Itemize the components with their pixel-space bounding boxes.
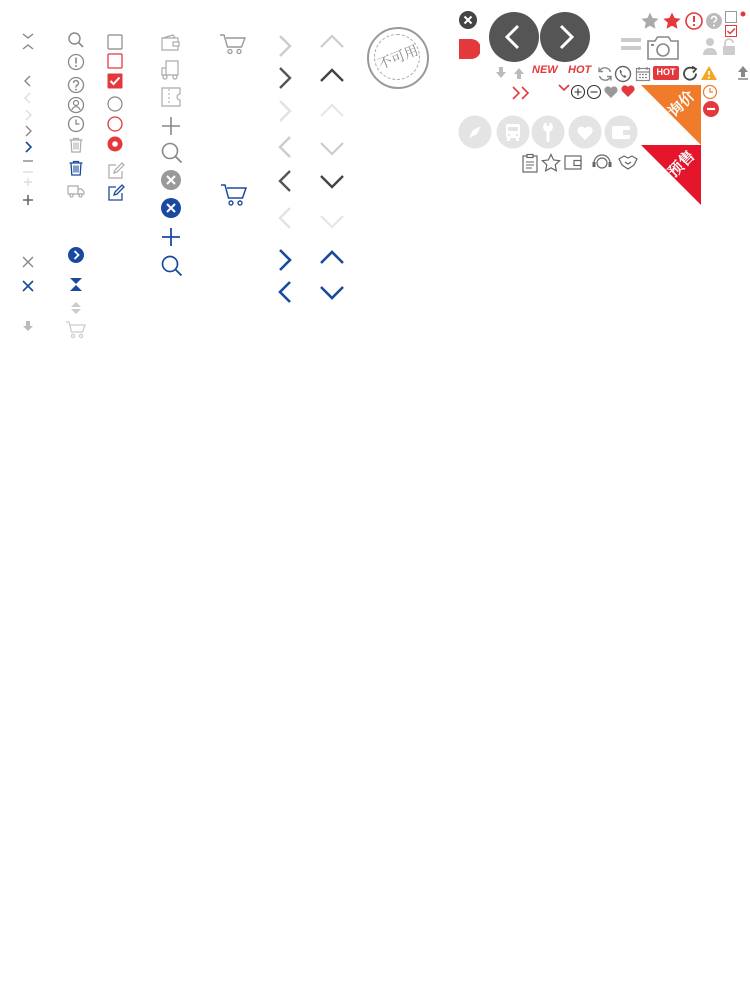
chevron-down-lg-faint-icon — [317, 209, 347, 233]
chevron-right-circle-icon — [67, 246, 85, 264]
arrow-down-solid-icon — [20, 318, 36, 334]
chevron-down-lg-light-icon — [317, 136, 347, 160]
chevron-right-lg-light-icon — [272, 97, 298, 125]
lock-gray-icon — [721, 38, 737, 56]
chevron-down-lg-dark-icon — [317, 169, 347, 193]
chevron-down-icon — [20, 30, 36, 52]
cart-light-icon — [65, 320, 87, 340]
red-dot-icon — [739, 10, 747, 18]
truck-icon — [66, 183, 86, 199]
chevron-right-blue-icon — [20, 139, 36, 155]
chevron-left-lg-dark-icon — [272, 167, 298, 195]
refresh-icon — [596, 65, 614, 83]
wallet-circle-icon — [604, 115, 638, 149]
upload-icon — [736, 65, 750, 81]
chevron-left-lg-gray-icon — [272, 133, 298, 161]
chevron-down-lg-blue-icon — [317, 280, 347, 304]
wallet-outline-icon — [563, 153, 583, 173]
close-blue-icon — [20, 278, 36, 294]
chevron-down-red-icon — [557, 82, 571, 94]
sort-icon — [67, 299, 85, 317]
checkbox-small-icon — [724, 10, 738, 24]
inquiry-ribbon-text: 询价 — [664, 86, 699, 121]
wallet-icon — [160, 33, 182, 53]
chevron-left-lg-light-icon — [272, 204, 298, 232]
search-large-icon — [160, 141, 184, 165]
plus-circle-icon — [570, 84, 586, 100]
plus-thin-icon — [160, 115, 182, 137]
close-circle-dark-icon — [458, 10, 478, 30]
chevron-right-light-icon — [20, 107, 36, 123]
unavailable-stamp — [367, 27, 429, 89]
chevron-right-lg-dark-icon — [272, 64, 298, 92]
minus-icon — [20, 155, 36, 167]
headset-icon — [591, 153, 613, 173]
equal-bars-icon — [620, 36, 642, 52]
chevron-up-lg-blue-icon — [317, 246, 347, 270]
cart-icon — [219, 32, 249, 56]
heart-circle-icon — [568, 115, 602, 149]
collapse-blue-icon — [67, 275, 85, 293]
new-label: NEW — [532, 64, 558, 76]
chevron-up-lg-light-icon — [317, 30, 347, 54]
checkbox-empty-icon — [106, 33, 124, 51]
chevron-left-lg-blue-icon — [272, 278, 298, 306]
heart-gray-icon — [603, 84, 619, 100]
close-circle-gray-icon — [160, 169, 182, 191]
red-tag-icon — [458, 38, 480, 60]
handshake-icon — [617, 153, 639, 173]
presale-ribbon-text: 预售 — [664, 146, 699, 181]
question-circle-icon — [67, 76, 85, 94]
radio-red-empty-icon — [106, 115, 124, 133]
checkbox-checked-icon — [106, 72, 124, 90]
plus-light-icon — [20, 175, 36, 189]
search-icon — [67, 31, 85, 49]
heart-red-icon — [620, 83, 636, 99]
close-circle-blue-icon — [160, 197, 182, 219]
bus-icon — [496, 115, 530, 149]
radio-selected-icon — [106, 135, 124, 153]
chevron-up-lg-faint-icon — [317, 99, 347, 123]
chevron-right-icon — [20, 123, 36, 139]
close-icon — [20, 254, 36, 270]
edit-blue-icon — [106, 184, 126, 202]
double-chevron-right-icon — [509, 84, 533, 102]
plus-icon — [20, 192, 36, 208]
trash-blue-icon — [67, 159, 85, 177]
next-button-icon — [539, 11, 591, 63]
clock-orange-icon — [702, 84, 718, 100]
search-blue-icon — [160, 254, 184, 278]
stamp-text: 不可用 — [375, 42, 421, 74]
prev-button-icon — [488, 11, 540, 63]
chevron-left-light-icon — [20, 90, 36, 106]
phone-circle-icon — [614, 65, 632, 83]
chevron-right-lg-blue-icon — [272, 246, 298, 274]
chevron-up-lg-dark-icon — [317, 64, 347, 88]
inquiry-ribbon — [641, 85, 701, 145]
star-outline-icon — [541, 153, 561, 173]
hot-label: HOT — [568, 64, 592, 76]
user-gray-icon — [702, 36, 718, 56]
help-circle-gray-icon — [704, 11, 724, 31]
user-circle-icon — [67, 96, 85, 114]
clock-icon — [67, 115, 85, 133]
delivery-truck-icon — [160, 59, 182, 81]
coupon-icon — [160, 86, 182, 108]
hot-tag — [653, 66, 679, 80]
star-gray-icon — [640, 11, 660, 31]
redo-icon — [682, 65, 700, 83]
chevron-left-icon — [20, 73, 36, 89]
star-red-icon — [662, 11, 682, 31]
trash-icon — [67, 136, 85, 154]
hot-tag-text: HOT — [656, 67, 676, 77]
cart-blue-icon — [220, 182, 250, 208]
compass-icon — [458, 115, 492, 149]
arrow-up-gray-icon — [512, 66, 526, 80]
warning-triangle-icon — [700, 65, 718, 81]
clipboard-icon — [520, 153, 540, 173]
radio-empty-icon — [106, 95, 124, 113]
minus-circle-icon — [586, 84, 602, 100]
warning-circle-red-icon — [684, 11, 704, 31]
camera-icon — [646, 34, 680, 62]
remove-circle-red-icon — [702, 100, 720, 118]
wrench-icon — [531, 115, 565, 149]
checkbox-red-empty-icon — [106, 52, 124, 70]
presale-ribbon — [641, 145, 701, 205]
arrow-down-gray-icon — [494, 66, 508, 80]
chevron-right-lg-gray-icon — [272, 32, 298, 60]
checkbox-small-checked-icon — [724, 24, 738, 38]
exclamation-circle-icon — [67, 53, 85, 71]
calendar-icon — [635, 66, 651, 82]
edit-icon — [106, 162, 126, 180]
plus-blue-icon — [160, 226, 182, 248]
